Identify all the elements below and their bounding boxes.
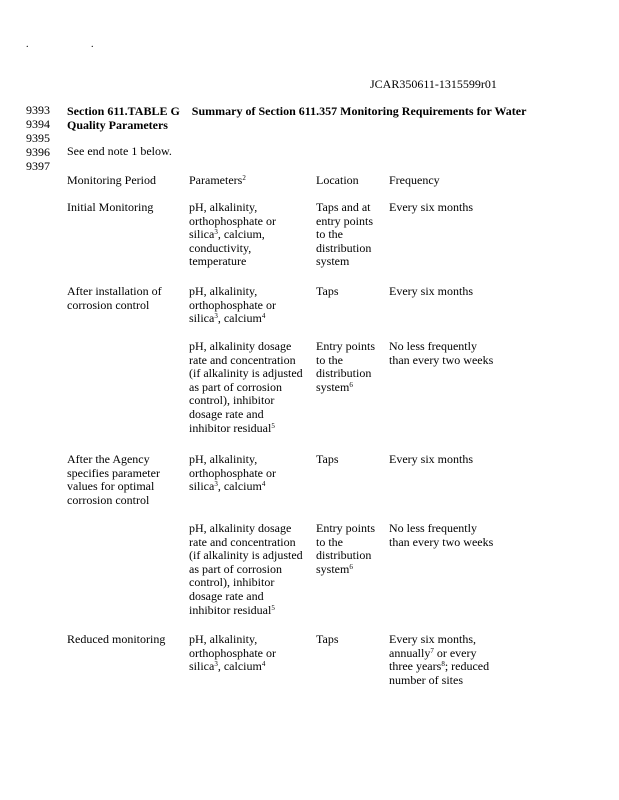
parameters-cell-line (189, 422, 303, 436)
footnote-marker: 7 (430, 646, 434, 655)
parameters-cell (189, 201, 276, 269)
monitoring-period-cell (67, 201, 153, 215)
frequency-cell-line (389, 660, 489, 674)
parameters-cell-line (189, 354, 303, 368)
monitoring-period-cell-line: Reduced monitoring (67, 632, 166, 646)
cell-text: three years (389, 659, 442, 674)
line-number: 9397 (26, 159, 50, 173)
location-cell-line (316, 381, 375, 395)
cell-text: pH, alkalinity, (189, 284, 258, 298)
cell-text: dosage rate and (189, 588, 264, 603)
location-cell-line: Taps (316, 284, 339, 298)
cell-text: Entry points (316, 521, 375, 535)
cell-text: inhibitor residual (189, 420, 272, 435)
parameters-cell-line (189, 340, 303, 354)
frequency-cell (389, 522, 493, 549)
cell-text: , calcium (217, 479, 262, 494)
cell-text: Every six months, (389, 632, 476, 646)
monitoring-period-cell-line: specifies parameter (67, 465, 160, 480)
frequency-cell-line: Every six months (389, 284, 473, 298)
cell-text: system (316, 379, 350, 394)
cell-text: to the (316, 534, 343, 549)
cell-text: silica (189, 311, 215, 326)
cell-text: pH, alkalinity dosage (189, 521, 292, 535)
cell-text: or every (433, 645, 477, 660)
cell-text: distribution (316, 548, 372, 563)
frequency-cell-line: Every six months (389, 452, 473, 466)
monitoring-period-cell-line: After the Agency (67, 452, 150, 466)
cell-text: orthophosphate or (189, 645, 276, 660)
cell-text: (if alkalinity is adjusted (189, 548, 303, 563)
footnote-marker: 2 (242, 174, 246, 182)
monitoring-period-cell-line: values for optimal (67, 479, 155, 494)
header-marks: . . (26, 39, 124, 50)
cell-text: control), inhibitor (189, 575, 275, 590)
column-header-location: Location (316, 173, 359, 187)
frequency-cell-line: No less frequently (389, 339, 477, 353)
parameters-cell-line (189, 201, 276, 215)
parameters-cell (189, 285, 276, 326)
cell-text: (if alkalinity is adjusted (189, 366, 303, 381)
cell-text: dosage rate and (189, 406, 264, 421)
cell-text: system (316, 561, 350, 576)
cell-text: conductivity, (189, 240, 252, 255)
location-cell-line (316, 536, 375, 550)
parameters-cell-line (189, 604, 303, 618)
frequency-cell-line (389, 674, 489, 688)
footnote-marker: 3 (214, 312, 218, 321)
cell-text: , calcium (217, 311, 262, 326)
parameters-cell-line (189, 590, 303, 604)
frequency-cell-line (389, 647, 489, 661)
location-cell-line: Taps and at (316, 200, 371, 214)
cell-text: orthophosphate or (189, 213, 276, 228)
parameters-cell-line (189, 299, 276, 313)
frequency-cell-line: than every two weeks (389, 534, 494, 549)
cell-text: silica (189, 659, 215, 674)
cell-text: ; reduced (444, 659, 490, 674)
frequency-cell (389, 633, 489, 687)
cell-text: rate and concentration (189, 534, 296, 549)
line-number: 9395 (26, 131, 50, 145)
cell-text: annually (389, 645, 431, 660)
location-cell-line: entry points (316, 213, 373, 228)
location-cell-line: Taps (316, 632, 339, 646)
footnote-marker: 3 (214, 480, 218, 489)
cell-text: inhibitor residual (189, 602, 272, 617)
frequency-cell-line: No less frequently (389, 521, 477, 535)
location-cell-line (316, 522, 375, 536)
parameters-cell (189, 633, 276, 674)
cell-text: Entry points (316, 339, 375, 353)
parameters-cell-line (189, 633, 276, 647)
location-cell (316, 340, 375, 394)
parameters-cell-line (189, 480, 276, 494)
parameters-cell (189, 453, 276, 494)
parameters-cell-line (189, 285, 276, 299)
line-number: 9394 (26, 117, 50, 131)
monitoring-period-cell (67, 633, 165, 647)
document-id: JCAR350611-1315599r01 (370, 77, 497, 91)
frequency-cell (389, 201, 473, 215)
title-text: Summary of Section 611.357 Monitoring Requirements for Water Quality Parameters (67, 104, 527, 132)
location-cell (316, 285, 339, 299)
cell-text: pH, alkalinity, (189, 632, 258, 646)
footnote-marker: 4 (261, 660, 266, 669)
frequency-cell (389, 285, 473, 299)
location-cell-line (316, 367, 375, 381)
parameters-cell-line (189, 381, 303, 395)
parameters-cell-line (189, 408, 303, 422)
column-header-parameters (189, 174, 246, 188)
cell-text: pH, alkalinity dosage (189, 339, 292, 353)
parameters-cell-line (189, 522, 303, 536)
parameters-cell-line (189, 536, 303, 550)
frequency-cell-line: Every six months (389, 200, 473, 214)
footnote-marker: 6 (349, 562, 353, 571)
parameters-cell-line (189, 215, 276, 229)
parameters-cell-line (189, 660, 276, 674)
cell-text: silica (189, 479, 215, 494)
footnote-marker: 3 (214, 660, 218, 669)
location-cell-line (316, 354, 375, 368)
location-cell-line: distribution (316, 240, 372, 255)
cell-text: pH, alkalinity, (189, 452, 258, 466)
location-cell-line (316, 563, 375, 577)
cell-text: temperature (189, 254, 247, 269)
location-cell-line: system (316, 254, 350, 269)
location-cell (316, 201, 373, 269)
section-label: Section 611.TABLE G (67, 104, 180, 118)
footnote-marker: 4 (261, 480, 266, 489)
cell-text: as part of corrosion (189, 379, 282, 394)
parameters-cell-line (189, 576, 303, 590)
parameters-cell-line (189, 563, 303, 577)
cell-text: silica (189, 227, 215, 242)
parameters-cell-line (189, 394, 303, 408)
parameters-cell (189, 522, 303, 617)
footnote-marker: 8 (441, 660, 445, 669)
parameters-cell-line (189, 467, 276, 481)
location-cell-line (316, 549, 375, 563)
location-cell (316, 522, 375, 576)
footnote-marker: 5 (271, 603, 275, 612)
location-cell-line (316, 340, 375, 354)
cell-text: , calcium, (217, 227, 265, 242)
monitoring-period-cell (67, 453, 160, 507)
column-header-period: Monitoring Period (67, 173, 156, 187)
cell-text: distribution (316, 366, 372, 381)
cell-text: control), inhibitor (189, 393, 275, 408)
parameters-cell-line (189, 453, 276, 467)
frequency-cell (389, 453, 473, 467)
frequency-cell (389, 340, 493, 367)
parameters-cell-line (189, 312, 276, 326)
cell-text: number of sites (389, 672, 463, 687)
monitoring-period-cell (67, 285, 162, 312)
parameters-cell-line (189, 255, 276, 269)
monitoring-period-cell-line: Initial Monitoring (67, 200, 154, 214)
location-cell-line: Taps (316, 452, 339, 466)
parameters-cell-line (189, 647, 276, 661)
footnote-marker: 4 (261, 312, 266, 321)
column-header-frequency: Frequency (389, 173, 440, 187)
monitoring-period-cell-line: After installation of (67, 284, 162, 298)
location-cell (316, 453, 339, 467)
cell-text: orthophosphate or (189, 297, 276, 312)
line-number: 9396 (26, 145, 50, 159)
footnote-marker: 3 (214, 228, 218, 237)
footnote-marker: 5 (271, 421, 275, 430)
monitoring-period-cell-line: corrosion control (67, 297, 150, 312)
location-cell-line: to the (316, 227, 343, 242)
end-note-reference: See end note 1 below. (67, 144, 172, 158)
parameters-cell-line (189, 242, 276, 256)
line-number: 9393 (26, 103, 50, 117)
parameters-cell-line (189, 228, 276, 242)
table-title (67, 104, 547, 132)
cell-text: , calcium (217, 659, 262, 674)
footnote-marker: 6 (349, 380, 353, 389)
parameters-cell-line (189, 549, 303, 563)
monitoring-period-cell-line: corrosion control (67, 492, 150, 507)
cell-text: as part of corrosion (189, 561, 282, 576)
cell-text: orthophosphate or (189, 465, 276, 480)
location-cell (316, 633, 339, 647)
cell-text: to the (316, 352, 343, 367)
frequency-cell-line (389, 633, 489, 647)
cell-text: pH, alkalinity, (189, 200, 258, 214)
parameters-cell (189, 340, 303, 435)
parameters-label: Parameters (189, 173, 243, 187)
frequency-cell-line: than every two weeks (389, 352, 494, 367)
parameters-cell-line (189, 367, 303, 381)
cell-text: rate and concentration (189, 352, 296, 367)
